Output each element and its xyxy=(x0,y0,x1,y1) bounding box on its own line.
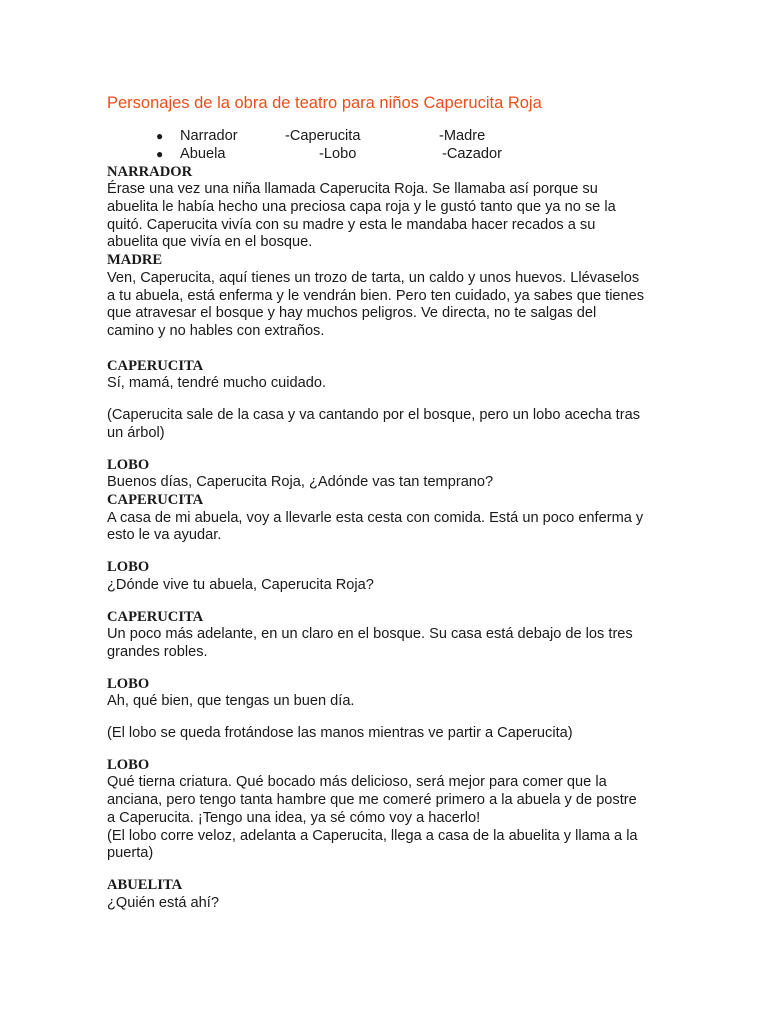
dialogue-line: camino y no hables con extraños. xyxy=(107,323,325,340)
dialogue-line: Ven, Caperucita, aquí tienes un trozo de tarta, un caldo y unos huevos. Llévaselos xyxy=(107,269,640,286)
dialogue-block xyxy=(107,252,667,341)
cast-name: -Cazador xyxy=(442,145,503,162)
script-body xyxy=(107,164,667,913)
cast-list xyxy=(107,128,667,164)
document-page xyxy=(107,0,667,913)
dialogue-line: puerta) xyxy=(107,845,154,862)
dialogue-line: Qué tierna criatura. Qué bocado más delicioso, será mejor para comer que la xyxy=(107,774,607,791)
dialogue-line: Sí, mamá, tendré mucho cuidado. xyxy=(107,375,327,392)
cast-name: -Lobo xyxy=(319,145,357,162)
dialogue-line: quitó. Caperucita vivía con su madre y esta le mandaba hacer recados a su xyxy=(107,216,596,233)
dialogue-block xyxy=(107,358,667,393)
stage-direction-block xyxy=(107,407,667,443)
dialogue-line: (El lobo corre veloz, adelanta a Caperucita, llega a casa de la abuelita y llama a la xyxy=(107,827,638,844)
dialogue-block xyxy=(107,457,667,492)
speaker-name: LOBO xyxy=(107,456,150,473)
cast-row xyxy=(107,146,667,164)
dialogue-line: Un poco más adelante, en un claro en el bosque. Su casa está debajo de los tres xyxy=(107,626,633,643)
dialogue-line: que atravesar el bosque y hay muchos peligros. Ve directa, no te salgas del xyxy=(107,305,597,322)
dialogue-line: grandes robles. xyxy=(107,643,208,660)
dialogue-block xyxy=(107,164,667,253)
bullet-icon: ● xyxy=(156,129,164,143)
dialogue-block xyxy=(107,609,667,662)
speaker-name: LOBO xyxy=(107,756,150,773)
cast-name: Narrador xyxy=(180,128,238,144)
dialogue-line: abuelita le había hecho una preciosa capa roja y le gustó tanto que ya no se la xyxy=(107,198,616,215)
dialogue-line: Érase una vez una niña llamada Caperucita Roja. Se llamaba así porque su xyxy=(107,181,598,198)
cast-name: -Caperucita xyxy=(285,128,361,144)
stage-direction-line: (Caperucita sale de la casa y va cantando por el bosque, pero un lobo acecha tras xyxy=(107,407,641,424)
dialogue-line: a Caperucita. ¡Tengo una idea, ya sé cómo voy a hacerlo! xyxy=(107,809,481,826)
dialogue-line: Buenos días, Caperucita Roja, ¿Adónde vas tan temprano? xyxy=(107,474,494,491)
dialogue-line: esto le va ayudar. xyxy=(107,527,222,544)
dialogue-block xyxy=(107,676,667,711)
dialogue-block xyxy=(107,877,667,912)
dialogue-line: a tu abuela, está enferma y le vendrán bien. Pero ten cuidado, ya sabes que tienes xyxy=(107,287,645,304)
document-title: Personajes de la obra de teatro para niños Caperucita Roja xyxy=(107,94,542,112)
dialogue-block xyxy=(107,757,667,863)
speaker-name: ABUELITA xyxy=(107,877,183,894)
stage-direction-line: un árbol) xyxy=(107,425,165,442)
dialogue-line: abuelita que vivía en el bosque. xyxy=(107,234,313,251)
speaker-name: CAPERUCITA xyxy=(107,357,204,374)
speaker-name: LOBO xyxy=(107,559,150,576)
cast-name: -Madre xyxy=(439,128,486,144)
speaker-name: CAPERUCITA xyxy=(107,492,204,509)
stage-direction-line: (El lobo se queda frotándose las manos mientras ve partir a Caperucita) xyxy=(107,724,573,741)
speaker-name: CAPERUCITA xyxy=(107,608,204,625)
dialogue-line: ¿Quién está ahí? xyxy=(107,894,219,911)
dialogue-block xyxy=(107,559,667,594)
bullet-icon: ● xyxy=(156,146,164,161)
speaker-name: NARRADOR xyxy=(107,163,193,180)
cast-row xyxy=(107,128,667,146)
dialogue-line: ¿Dónde vive tu abuela, Caperucita Roja? xyxy=(107,576,374,593)
dialogue-line: A casa de mi abuela, voy a llevarle esta cesta con comida. Está un poco enferma y xyxy=(107,509,644,526)
speaker-name: MADRE xyxy=(107,252,163,269)
cast-name: Abuela xyxy=(180,145,226,162)
dialogue-block xyxy=(107,492,667,545)
dialogue-line: anciana, pero tengo tanta hambre que me comeré primero a la abuela y de postre xyxy=(107,792,637,809)
dialogue-line: Ah, qué bien, que tengas un buen día. xyxy=(107,693,355,710)
speaker-name: LOBO xyxy=(107,675,150,692)
stage-direction-block xyxy=(107,725,667,743)
